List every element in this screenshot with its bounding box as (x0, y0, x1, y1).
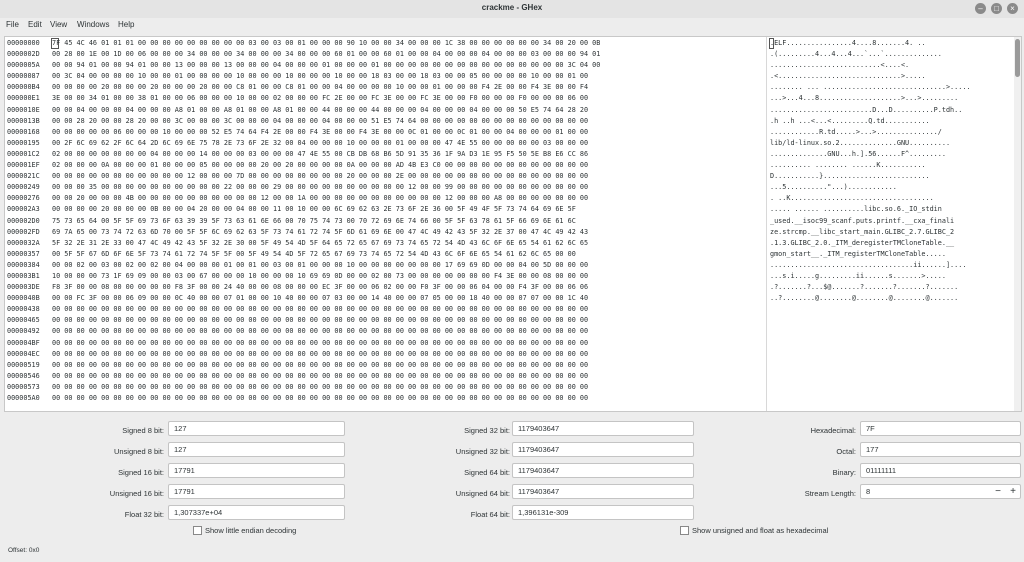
little-endian-checkbox[interactable] (193, 526, 296, 535)
offset-row: 00000276 (7, 194, 40, 203)
offset-row: 000005A0 (7, 394, 40, 402)
offset-row: 0000010E (7, 105, 40, 114)
offset-row: 000002A3 (7, 205, 40, 214)
hex-row[interactable]: 00 00 00 35 00 00 00 00 00 00 00 00 00 00 22 00 00 00 29 00 00 00 00 00 00 00 00 00 00 12 00 00 99 00 00 00 00 00 00 00 00 00 00 00 (52, 183, 589, 192)
ascii-row[interactable] (770, 382, 1014, 393)
ascii-row[interactable]: .......... ........ ......K........... (770, 161, 926, 170)
hex-row[interactable]: 00 00 00 00 20 00 00 00 0B 00 00 04 20 00 00 04 00 00 11 00 10 00 00 6C 69 62 63 2E 73 6F 2E 36 00 5F 49 4F 5F 73 74 64 69 6E 5F (52, 205, 576, 214)
offset-row: 000004BF (7, 338, 40, 347)
offset-row: 0000032A (7, 238, 40, 247)
hex-row[interactable]: 00 2F 6C 69 62 2F 6C 64 2D 6C 69 6E 75 78 2E 73 6F 2E 32 00 04 00 00 00 10 00 00 00 01 00 00 00 47 4E 55 00 00 00 00 00 03 00 00 00 (52, 138, 589, 147)
menu-help[interactable]: Help (118, 20, 135, 29)
hex-row[interactable]: 75 73 65 64 00 5F 5F 69 73 6F 63 39 39 5F 73 63 61 6E 66 00 70 75 74 73 00 70 72 69 6E 74 66 00 5F 5F 63 78 61 5F 66 69 6E 61 6C (52, 216, 576, 225)
ascii-row[interactable]: .(.........4...4...4...`...`.............. (770, 50, 942, 59)
hex-editor-view[interactable] (4, 36, 1022, 412)
offset-row: 00000000 (7, 39, 40, 47)
offset-row: 00000438 (7, 305, 40, 314)
window-title: crackme - GHex (481, 3, 543, 12)
ascii-row[interactable]: ...........................<....<. (770, 61, 910, 70)
ascii-row[interactable]: .?.......?...$@.......?.......?.......?....... (770, 283, 959, 292)
hex-row[interactable]: 02 00 00 00 0A 00 00 00 01 00 00 00 05 00 00 00 00 20 00 20 00 00 00 00 0A 00 00 00 AD 4B E3 C0 00 00 00 00 00 00 00 00 00 00 00 00 (52, 161, 589, 170)
hex-row[interactable]: 3E 00 00 34 01 00 00 38 01 00 00 06 00 00 00 10 00 00 02 00 00 00 FC 2E 00 00 FC 3E 00 00 FC 3E 00 00 F0 00 00 00 F0 00 00 00 06 00 (52, 94, 589, 103)
signed64-label: Signed 64 bit: (464, 468, 510, 477)
ascii-row[interactable] (770, 315, 1014, 326)
hex-row[interactable]: F8 3F 00 00 08 00 00 00 00 00 F8 3F 00 00 24 40 00 00 08 00 00 00 EC 3F 00 00 06 02 00 00 F0 3F 00 00 06 04 00 00 F4 3F 00 00 06 06 (52, 283, 589, 292)
ascii-row[interactable]: . ..K................................... (770, 194, 934, 203)
window-controls (975, 3, 1018, 14)
offset-row: 0000002D (7, 50, 40, 59)
binary-field[interactable]: 01111111 (860, 463, 1021, 478)
increment-button[interactable]: + (1010, 486, 1016, 497)
stream-length-spinner[interactable] (860, 484, 1021, 499)
hex-row[interactable]: 00 5F 5F 67 6D 6F 6E 5F 73 74 61 72 74 5F 5F 00 5F 49 54 4D 5F 72 65 67 69 73 74 65 72 54 4D 43 6C 6F 6E 65 54 61 62 6C 65 00 00 (52, 249, 576, 258)
menu-windows[interactable]: Windows (77, 20, 110, 29)
ascii-row[interactable] (770, 393, 1014, 404)
menu-view[interactable]: View (50, 20, 68, 29)
offset-row: 000000E1 (7, 94, 40, 103)
ascii-row[interactable] (770, 349, 1014, 360)
little-endian-label: Show little endian decoding (205, 526, 297, 535)
hex-row[interactable]: 69 7A 65 00 73 74 72 63 6D 70 00 5F 5F 6C 69 62 63 5F 73 74 61 72 74 5F 6D 61 69 6E 00 47 4C 49 42 43 5F 32 2E 37 00 47 4C 49 42 43 (52, 227, 589, 236)
offset-row: 00000249 (7, 183, 40, 192)
title-bar (0, 0, 1024, 19)
offset-row: 00000546 (7, 371, 40, 380)
ascii-row[interactable]: ........ ... ..............................>..... (770, 83, 971, 92)
offset-row: 00000573 (7, 382, 40, 391)
column-separator (766, 37, 767, 411)
status-bar: Offset: 0x0 (8, 547, 40, 554)
offset-row: 000003DE (7, 283, 40, 292)
hex-row[interactable]: 00 00 00 00 00 00 00 00 00 00 00 00 00 00 00 00 00 00 00 00 00 00 00 00 00 00 00 00 00 00 00 00 00 00 00 00 00 00 00 00 00 00 00 00 (52, 382, 589, 391)
maximize-icon[interactable]: □ (991, 3, 1002, 14)
stream-length-label: Stream Length: (804, 489, 856, 498)
signed32-label: Signed 32 bit: (464, 426, 510, 435)
ascii-row[interactable]: gmon_start__._ITM_registerTMCloneTable..... (770, 249, 946, 258)
offset-row: 0000040B (7, 294, 40, 303)
menu-bar (0, 18, 1024, 33)
menu-edit[interactable]: Edit (28, 20, 42, 29)
signed32-field[interactable]: 1179403647 (512, 421, 694, 436)
ascii-row[interactable]: ...>...4...8....................>...>......... (770, 94, 959, 103)
hex-row[interactable]: 7F 45 4C 46 01 01 01 00 00 00 00 00 00 00 00 00 03 00 03 00 01 00 00 00 90 10 00 00 34 00 00 00 1C 38 00 00 00 00 00 00 34 00 20 00 0B (52, 39, 601, 47)
unsigned16-field[interactable]: 17791 (168, 484, 345, 499)
vertical-scrollbar[interactable] (1014, 37, 1021, 411)
unsigned-hex-label: Show unsigned and float as hexadecimal (692, 526, 829, 535)
signed8-label: Signed 8 bit: (122, 426, 164, 435)
hex-row[interactable]: 00 00 00 00 00 06 00 00 00 10 00 00 00 52 E5 74 64 F4 2E 00 00 F4 3E 00 00 F4 3E 00 00 0C 01 00 00 0C 01 00 00 04 00 00 00 01 00 00 (52, 127, 589, 136)
hexadecimal-label: Hexadecimal: (810, 426, 856, 435)
ascii-row[interactable] (770, 338, 1014, 349)
ascii-row[interactable]: .1.3.GLIBC_2.0._ITM_deregisterTMCloneTable.__ (770, 238, 955, 247)
ascii-row[interactable] (770, 304, 1014, 315)
offset-row: 000001EF (7, 161, 40, 170)
unsigned16-label: Unsigned 16 bit: (109, 489, 164, 498)
hex-row[interactable]: 00 00 04 00 00 00 04 00 00 00 A8 01 00 00 A8 01 00 00 A8 01 00 00 44 00 00 00 44 00 00 00 04 00 00 00 04 00 00 00 50 E5 74 64 28 20 (52, 105, 589, 114)
offset-row: 000002D0 (7, 216, 40, 225)
offset-row: 000001C2 (7, 149, 40, 158)
octal-field[interactable]: 177 (860, 442, 1021, 457)
offset-row: 000000B4 (7, 83, 40, 92)
ascii-row[interactable]: ............R.td.....>...>.............../ (770, 127, 942, 136)
offset-row: 0000021C (7, 172, 40, 181)
hex-row[interactable]: 00 00 00 00 00 00 00 00 00 00 00 00 00 00 00 00 00 00 00 00 00 00 00 00 00 00 00 00 00 00 00 00 00 00 00 00 00 00 00 00 00 00 00 00 (52, 349, 589, 358)
ascii-row[interactable]: ...s.i.....g.........ii......s.......>..... (770, 271, 946, 280)
ascii-row[interactable]: .h ..h ...<...<.........Q.td........... (770, 116, 930, 125)
ascii-row[interactable]: ..............GNU...h.].56......F^......... (770, 149, 946, 158)
offset-row: 00000357 (7, 249, 40, 258)
float64-label: Float 64 bit: (470, 510, 510, 519)
signed64-field[interactable]: 1179403647 (512, 463, 694, 478)
unsigned32-field[interactable]: 1179403647 (512, 442, 694, 457)
offset-row: 0000013B (7, 116, 40, 125)
offset-row: 000003B1 (7, 271, 40, 280)
unsigned64-label: Unsigned 64 bit: (455, 489, 510, 498)
offset-row: 00000465 (7, 316, 40, 325)
stream-length-value: 8 (866, 487, 871, 496)
hex-row[interactable]: 00 00 28 20 00 00 28 20 00 00 3C 00 00 00 3C 00 00 00 04 00 00 00 04 00 00 00 51 E5 74 64 00 00 00 00 00 00 00 00 00 00 00 00 00 00 (52, 116, 589, 125)
ascii-row[interactable]: _used.__isoc99_scanf.puts.printf.__cxa_finali (770, 216, 955, 225)
offset-row: 00000087 (7, 72, 40, 81)
hex-row[interactable]: 00 00 00 00 00 00 00 00 00 00 00 00 00 00 00 00 00 00 00 00 00 00 00 00 00 00 00 00 00 00 00 00 00 00 00 00 00 00 00 00 00 00 00 00 (52, 305, 589, 314)
ascii-row[interactable]: D...........}.......................... (770, 172, 930, 181)
hex-row[interactable]: 00 00 00 00 00 00 00 00 00 00 00 00 00 00 00 00 00 00 00 00 00 00 00 00 00 00 00 00 00 00 00 00 00 00 00 00 00 00 00 00 00 00 00 00 (52, 327, 589, 336)
ascii-row[interactable]: ...5.........."...)............ (770, 183, 897, 192)
offset-row: 000004EC (7, 349, 40, 358)
offset-row: 00000519 (7, 360, 40, 369)
hex-row[interactable]: 00 00 02 00 03 00 02 00 02 00 04 00 00 00 01 00 01 00 03 00 01 00 00 00 10 00 00 00 00 00 00 00 17 69 69 0D 00 00 04 00 5D 00 00 00 (52, 260, 589, 269)
signed8-field[interactable]: 127 (168, 421, 345, 436)
offset-row: 00000168 (7, 127, 40, 136)
signed16-field[interactable]: 17791 (168, 463, 345, 478)
hex-column[interactable] (52, 38, 766, 404)
hex-row[interactable]: 00 00 94 01 00 00 94 01 00 00 13 00 00 00 13 00 00 00 04 00 00 00 01 00 00 00 01 00 00 00 00 00 00 00 00 00 00 00 00 00 00 00 3C 04 00 (52, 61, 601, 70)
unsigned8-field[interactable]: 127 (168, 442, 345, 457)
scrollbar-thumb[interactable] (1015, 39, 1020, 77)
hex-row[interactable]: 00 00 00 00 00 00 00 00 00 00 00 00 00 00 00 00 00 00 00 00 00 00 00 00 00 00 00 00 00 00 00 00 00 00 00 00 00 00 00 00 00 00 00 00 (52, 338, 589, 347)
octal-label: Octal: (836, 447, 856, 456)
float32-field[interactable]: 1,307337e+04 (168, 505, 345, 520)
unsigned64-field[interactable]: 1179403647 (512, 484, 694, 499)
hex-row[interactable]: 00 00 00 00 00 00 00 00 00 00 00 00 00 00 00 00 00 00 00 00 00 00 00 00 00 00 00 00 00 00 00 00 00 00 00 00 00 00 00 00 00 00 00 00 (52, 360, 589, 369)
hex-row[interactable]: 02 00 00 00 00 00 00 00 04 00 00 00 14 00 00 00 03 00 00 00 47 4E 55 00 CB DB 68 B6 5D 91 35 36 1F 9A D3 1E 95 F5 50 5E B8 E6 CC 86 (52, 149, 589, 158)
ascii-row[interactable] (770, 326, 1014, 337)
ascii-row[interactable]: .<..............................>..... (770, 72, 926, 81)
hex-row[interactable]: 00 00 FC 3F 00 00 06 09 00 00 0C 40 00 00 07 01 00 00 10 40 00 00 07 03 00 00 14 40 00 00 07 05 00 00 18 40 00 00 07 07 00 00 1C 40 (52, 294, 589, 303)
unsigned-hex-checkbox[interactable] (680, 526, 828, 535)
hex-row[interactable]: 00 28 00 1E 00 1D 00 06 00 00 00 34 00 00 00 34 00 00 00 34 00 00 00 60 01 00 00 60 01 00 00 04 00 00 00 04 00 00 00 03 00 00 00 94 01 (52, 50, 601, 59)
hex-row[interactable]: 5F 32 2E 31 2E 33 00 47 4C 49 42 43 5F 32 2E 30 00 5F 49 54 4D 5F 64 65 72 65 67 69 73 74 65 72 54 4D 43 6C 6F 6E 65 54 61 62 6C 65 (52, 238, 589, 247)
signed16-label: Signed 16 bit: (118, 468, 164, 477)
offset-row: 000002FD (7, 227, 40, 236)
hexadecimal-field[interactable]: 7F (860, 421, 1021, 436)
offset-row: 00000384 (7, 260, 40, 269)
hex-row[interactable]: 00 00 00 00 00 00 00 00 00 00 00 00 00 00 00 00 00 00 00 00 00 00 00 00 00 00 00 00 00 00 00 00 00 00 00 00 00 00 00 00 00 00 00 00 (52, 394, 589, 402)
close-icon[interactable]: × (1007, 3, 1018, 14)
unsigned8-label: Unsigned 8 bit: (113, 447, 164, 456)
ascii-row[interactable] (770, 360, 1014, 371)
offset-column (7, 38, 51, 404)
decrement-button[interactable]: − (995, 486, 1001, 497)
ascii-row[interactable] (770, 371, 1014, 382)
hex-row[interactable]: 00 00 00 00 00 00 00 00 00 00 00 12 00 00 00 7D 00 00 00 00 00 00 00 00 20 00 00 00 2E 00 00 00 00 00 00 00 00 00 00 00 00 00 00 00 (52, 172, 589, 181)
menu-file[interactable]: File (6, 20, 19, 29)
ascii-row[interactable]: ..... ...... ..........libc.so.6._IO_stdin (770, 205, 942, 214)
hex-row[interactable]: 00 3C 04 00 00 00 00 10 00 00 01 00 00 00 00 10 00 00 00 10 00 00 00 10 00 00 18 03 00 00 18 03 00 00 05 00 00 00 00 10 00 00 01 00 (52, 72, 589, 81)
binary-label: Binary: (832, 468, 856, 477)
checkbox-box[interactable] (680, 526, 689, 535)
offset-row: 00000195 (7, 138, 40, 147)
hex-row[interactable]: 00 00 00 00 00 00 00 00 00 00 00 00 00 00 00 00 00 00 00 00 00 00 00 00 00 00 00 00 00 00 00 00 00 00 00 00 00 00 00 00 00 00 00 00 (52, 371, 589, 380)
ascii-row[interactable]: lib/ld-linux.so.2..............GNU.......... (770, 138, 951, 147)
hex-row[interactable]: 00 00 00 00 20 00 00 00 20 00 00 00 20 00 00 C8 01 00 00 C8 01 00 00 04 00 00 00 00 10 00 00 01 00 00 00 F4 2E 00 00 F4 3E 00 00 F4 (52, 83, 589, 92)
ascii-row[interactable]: ..?........@........@........@........@....... (770, 294, 959, 303)
ascii-row[interactable]: .........................D...D..........P.tdh.. (770, 105, 963, 114)
float64-field[interactable]: 1,396131e-309 (512, 505, 694, 520)
hex-row[interactable]: 10 00 00 00 73 1F 69 09 00 00 03 00 67 00 00 00 10 00 00 00 10 69 69 0D 00 00 02 00 73 00 00 00 00 00 00 00 F4 3E 00 00 08 00 00 00 (52, 271, 589, 280)
ascii-row[interactable]: .ELF................4....8.......4. .. (770, 39, 926, 47)
unsigned32-label: Unsigned 32 bit: (455, 447, 510, 456)
hex-row[interactable]: 00 00 00 00 00 00 00 00 00 00 00 00 00 00 00 00 00 00 00 00 00 00 00 00 00 00 00 00 00 00 00 00 00 00 00 00 00 00 00 00 00 00 00 00 (52, 316, 589, 325)
offset-row: 00000492 (7, 327, 40, 336)
ascii-row[interactable]: ze.strcmp.__libc_start_main.GLIBC_2.7.GLIBC_2 (770, 227, 955, 236)
minimize-icon[interactable]: – (975, 3, 986, 14)
offset-row: 0000005A (7, 61, 40, 70)
hex-row[interactable]: 00 00 20 00 00 00 4B 00 00 00 00 00 00 00 00 00 00 12 00 00 1A 00 00 00 00 00 00 00 00 00 00 00 12 00 00 00 A8 00 00 00 00 00 00 00 (52, 194, 589, 203)
ascii-column[interactable] (770, 38, 1014, 404)
float32-label: Float 32 bit: (124, 510, 164, 519)
ascii-row[interactable]: ...................................ii......].... (770, 260, 967, 269)
checkbox-box[interactable] (193, 526, 202, 535)
